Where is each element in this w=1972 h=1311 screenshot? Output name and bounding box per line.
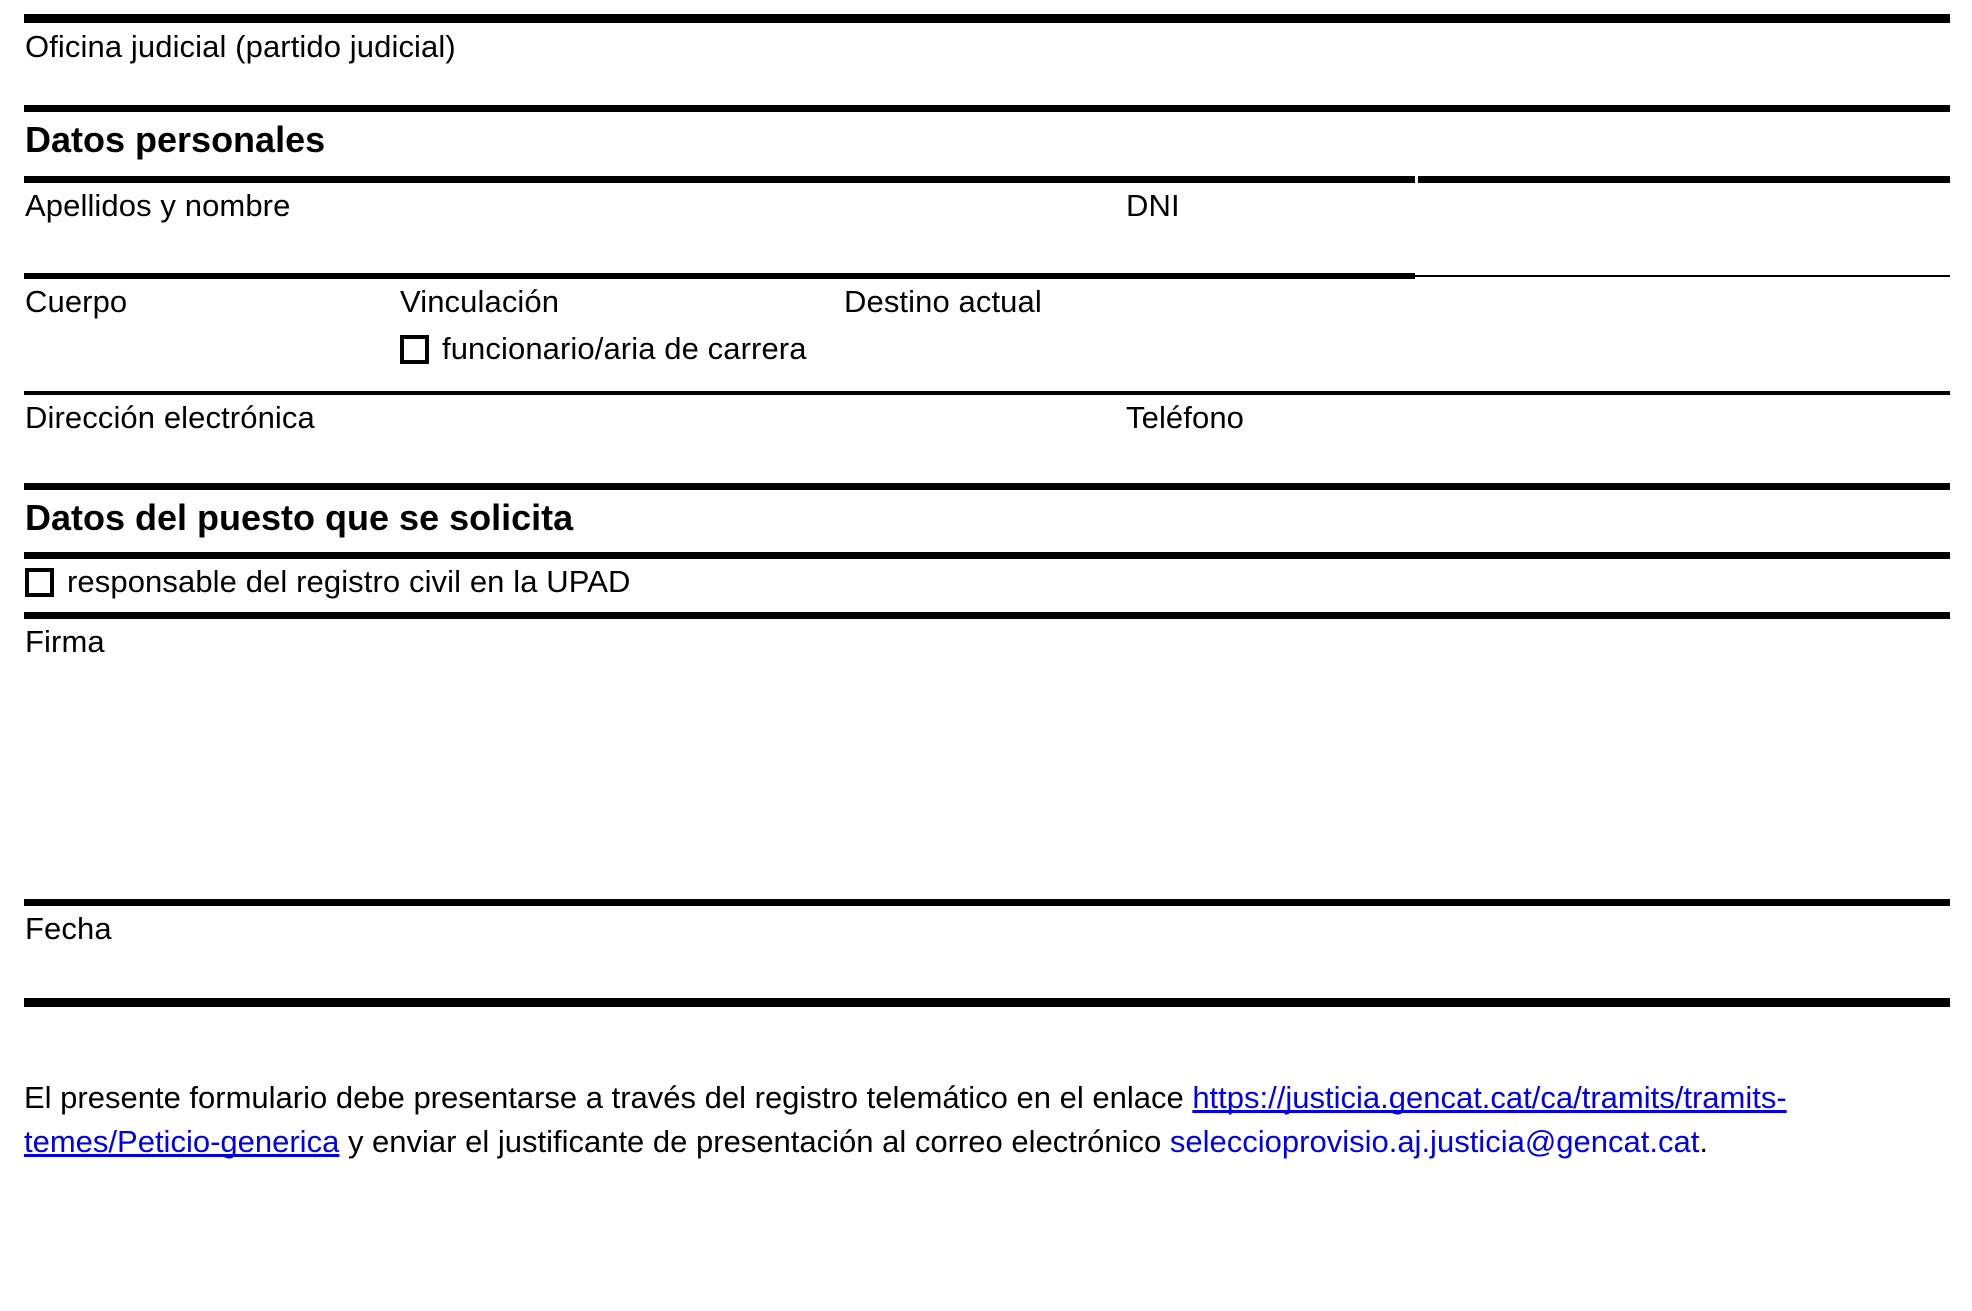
field-row-responsable-upad[interactable] [24,559,1950,612]
signature-area[interactable] [24,663,1950,893]
rule-top [24,14,1950,23]
field-row-firma[interactable] [24,619,1950,899]
checkbox-row-funcionario-de-carrera[interactable] [400,329,807,369]
rule-above-firma [24,612,1950,619]
label-firma: Firma [25,624,105,659]
label-cuerpo: Cuerpo [25,284,128,319]
footer-note-text-part1: El presente formulario debe presentarse a través del registro telemático en el enlace [24,1080,1193,1115]
label-fecha: Fecha [25,911,112,946]
footer-note-text-part2: y enviar el justificante de presentación al correo electrónico [339,1124,1170,1159]
section-header-datos-puesto [24,490,1950,552]
field-row-oficina-judicial[interactable] [24,23,1950,105]
label-apellidos-y-nombre: Apellidos y nombre [25,188,291,223]
label-telefono: Teléfono [1126,400,1245,435]
footer-note-text-part3: . [1699,1124,1708,1159]
rule-above-fecha [24,899,1950,906]
link-email-seleccio[interactable]: seleccioprovisio.aj.justicia@gencat.cat [1169,1124,1700,1159]
rule-above-datos-personales [24,105,1950,112]
field-row-cuerpo-vinculacion-destino[interactable] [24,279,1950,391]
field-row-apellidos-dni[interactable] [24,183,1950,273]
checkbox-funcionario-de-carrera[interactable] [400,335,429,364]
section-title-datos-personales: Datos personales [25,119,326,160]
label-destino-actual: Destino actual [844,284,1042,319]
rule-segment-right [1415,275,1950,277]
rule-bottom [24,998,1950,1007]
rule-above-responsable-upad [24,552,1950,559]
checkbox-row-responsable-registro-civil[interactable] [25,562,631,602]
rule-above-datos-puesto [24,483,1950,490]
section-title-datos-puesto: Datos del puesto que se solicita [25,497,574,538]
rule-above-apellidos [24,176,1950,183]
footer-note [24,1076,1950,1164]
section-header-datos-personales [24,112,1950,176]
field-row-email-telefono[interactable] [24,395,1950,483]
label-vinculacion: Vinculación [400,284,560,319]
field-row-fecha[interactable] [24,906,1950,998]
checkbox-responsable-registro-civil[interactable] [25,568,54,597]
label-direccion-electronica: Dirección electrónica [25,400,315,435]
link-registro-telematico[interactable]: https://justicia.gencat.cat/ca/tramits/tramits-temes/Peticio-generica [24,1080,1787,1159]
checkbox-label-funcionario-de-carrera: funcionario/aria de carrera [442,331,807,366]
label-oficina-judicial: Oficina judicial (partido judicial) [25,29,456,64]
checkbox-label-responsable-registro-civil: responsable del registro civil en la UPAD [67,564,631,599]
label-dni: DNI [1126,188,1180,223]
form-sheet [24,0,1950,1164]
